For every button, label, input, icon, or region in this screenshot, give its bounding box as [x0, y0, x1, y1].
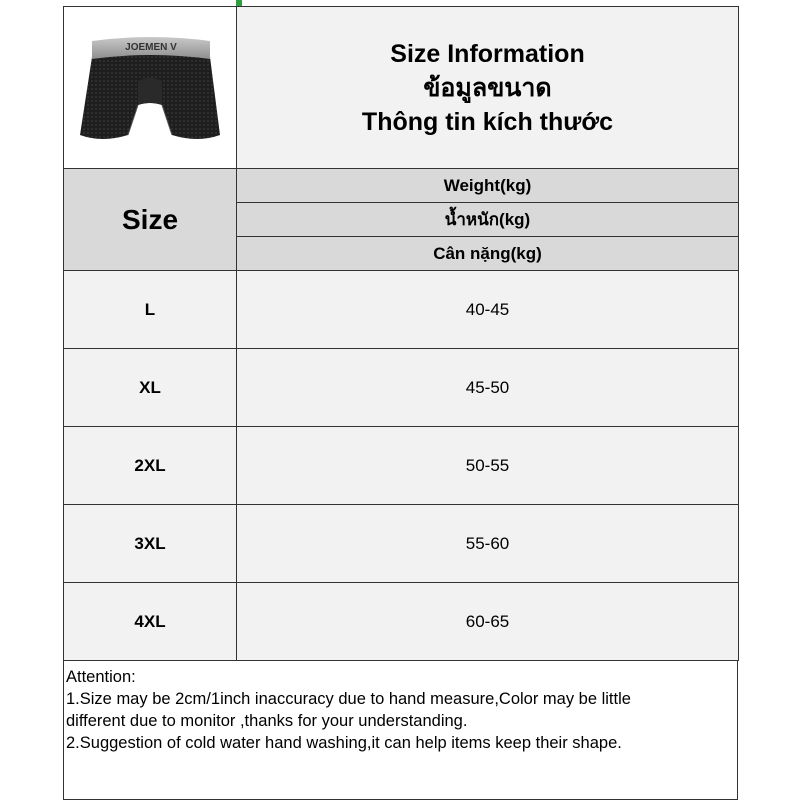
- table-row: [64, 505, 739, 583]
- table-row: [64, 427, 739, 505]
- table-row: [64, 349, 739, 427]
- notes-line-2: different due to monitor ,thanks for your understanding.: [66, 712, 468, 730]
- table-row: [64, 271, 739, 349]
- size-cell: L: [64, 271, 237, 349]
- product-image-cell: [64, 7, 237, 169]
- weight-cell: 60-65: [237, 583, 739, 661]
- size-cell: 3XL: [64, 505, 237, 583]
- size-cell: XL: [64, 349, 237, 427]
- weight-header-vi: Cân nặng(kg): [237, 237, 739, 271]
- weight-cell: 55-60: [237, 505, 739, 583]
- weight-header-th: น้ำหนัก(kg): [237, 203, 739, 237]
- title-cell: [237, 7, 739, 169]
- title-vietnamese: Thông tin kích thước: [361, 107, 614, 136]
- weight-cell: 45-50: [237, 349, 739, 427]
- size-table: [63, 6, 739, 661]
- table-row: [64, 583, 739, 661]
- header-row: [64, 7, 739, 169]
- title-english: Size Information: [390, 39, 585, 68]
- weight-header-row-1: [64, 169, 739, 203]
- notes-line-3: 2.Suggestion of cold water hand washing,it can help items keep their shape.: [66, 734, 622, 752]
- waistband-text: JOEMEN V: [125, 41, 177, 53]
- notes-heading: Attention:: [66, 668, 136, 686]
- size-cell: 4XL: [64, 583, 237, 661]
- size-cell: 2XL: [64, 427, 237, 505]
- weight-cell: 40-45: [237, 271, 739, 349]
- attention-notes: [63, 662, 738, 800]
- boxer-briefs-image: [70, 23, 230, 153]
- title-thai: ข้อมูลขนาด: [423, 73, 552, 102]
- weight-header-en: Weight(kg): [237, 169, 739, 203]
- size-column-header: Size: [64, 169, 237, 271]
- weight-cell: 50-55: [237, 427, 739, 505]
- notes-line-1: 1.Size may be 2cm/1inch inaccuracy due to hand measure,Color may be little: [66, 690, 631, 708]
